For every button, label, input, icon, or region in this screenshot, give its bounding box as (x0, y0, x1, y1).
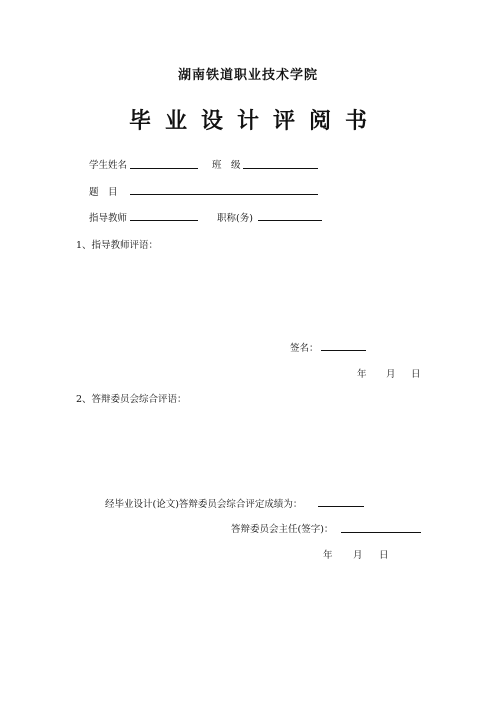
grade-field[interactable] (318, 506, 364, 507)
chair-signature-label: 答辩委员会主任(签字)： (231, 524, 334, 535)
class-field[interactable] (243, 168, 318, 169)
topic-label: 题 目 (89, 187, 118, 198)
advisor-label: 指导教师 (89, 213, 128, 224)
college-name: 湖南铁道职业技术学院 (177, 68, 318, 83)
chair-signature-field[interactable] (341, 532, 421, 533)
document-title: 毕业设计评阅书 (128, 108, 381, 134)
section2-date-month: 月 (353, 550, 363, 561)
section1-heading: 1、指导教师评语： (76, 240, 159, 251)
class-label: 班 级 (212, 160, 241, 171)
section1-date-year: 年 (357, 369, 367, 380)
advisor-field[interactable] (130, 220, 198, 221)
topic-field[interactable] (130, 194, 318, 195)
student-name-field[interactable] (130, 168, 198, 169)
section2-date-day: 日 (379, 550, 389, 561)
signature-label: 签名： (290, 343, 319, 354)
signature-field[interactable] (321, 350, 366, 351)
advisor-title-label: 职称(务) (217, 213, 253, 224)
student-name-label: 学生姓名 (89, 160, 128, 171)
section2-heading: 2、答辩委员会综合评语： (76, 394, 187, 405)
advisor-title-field[interactable] (258, 220, 322, 221)
grade-label: 经毕业设计(论文)答辩委员会综合评定成绩为： (105, 499, 303, 510)
section2-date-year: 年 (323, 550, 333, 561)
section1-date-day: 日 (411, 369, 421, 380)
section1-date-month: 月 (386, 369, 396, 380)
